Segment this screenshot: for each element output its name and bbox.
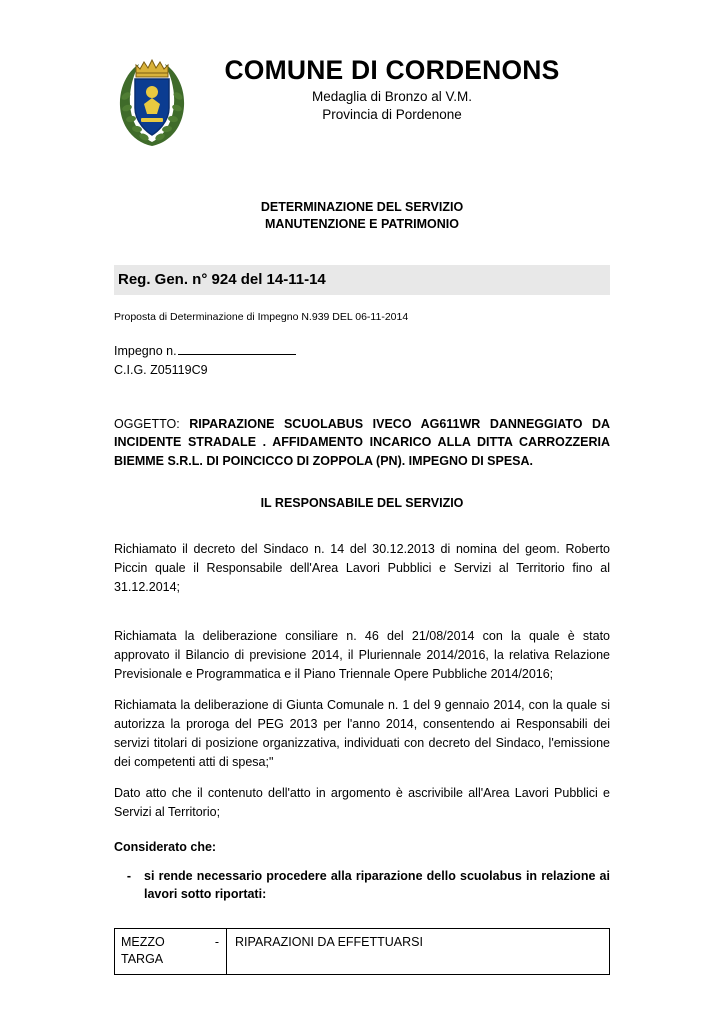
impegno-block xyxy=(114,342,610,378)
registration-number-bar: Reg. Gen. n° 924 del 14-11-14 xyxy=(114,265,610,295)
paragraph-dato-atto: Dato atto che il contenuto dell'atto in argomento è ascrivibile all'Area Lavori Pubblici e Servizi al Territorio; xyxy=(114,785,610,819)
cig-line: C.I.G. Z05119C9 xyxy=(114,362,208,377)
table-cell-vehicle-dash: - xyxy=(214,935,219,950)
paragraph-deliberazione-giunta: Richiamata la deliberazione di Giunta Comunale n. 1 del 9 gennaio 2014, con la quale si autorizza la proroga del PEG 2013 per l'anno 2014, consentendo ai Responsabili dei servizi titolari di posizione organizzativa, individuati con decreto del Sindaco, l'emissione dei competenti atti di spesa;" xyxy=(114,697,610,769)
proposal-line: Proposta di Determinazione di Impegno N.939 DEL 06-11-2014 xyxy=(114,310,409,323)
table-cell-vehicle-line2: TARGA xyxy=(121,952,164,967)
responsabile-heading: IL RESPONSABILE DEL SERVIZIO xyxy=(260,495,464,510)
bullet-dash-icon: - xyxy=(126,868,132,883)
impegno-line xyxy=(114,342,610,360)
list-item xyxy=(114,867,610,905)
determination-heading xyxy=(114,199,610,233)
determination-heading-line2: MANUTENZIONE E PATRIMONIO xyxy=(265,216,459,231)
table-cell-repairs: RIPARAZIONI DA EFFETTUARSI xyxy=(235,935,423,950)
coat-of-arms-icon xyxy=(113,56,191,148)
header-subtitle-medal: Medaglia di Bronzo al V.M. xyxy=(311,88,473,104)
impegno-label: Impegno n. xyxy=(114,344,177,359)
oggetto-text: RIPARAZIONE SCUOLABUS IVECO AG611WR DANNEGGIATO DA INCIDENTE STRADALE . AFFIDAMENTO INCARICO ALLA DITTA CARROZZERIA BIEMME S.R.L. DI POINCICCO DI ZOPPOLA (PN). IMPEGNO DI SPESA. xyxy=(114,416,610,469)
table-cell-vehicle-line1: MEZZO xyxy=(121,935,165,950)
document-header xyxy=(114,0,610,125)
oggetto-block xyxy=(114,415,610,471)
table-cell-vehicle xyxy=(115,929,227,974)
page-title: COMUNE DI CORDENONS xyxy=(224,55,560,85)
paragraph-decreto-sindaco: Richiamato il decreto del Sindaco n. 14 del 30.12.2013 di nomina del geom. Roberto Piccin quale il Responsabile dell'Area Lavori Pubblici e Servizi al Territorio fino al 31.12.2014; xyxy=(114,541,610,594)
paragraph-deliberazione-consiliare: Richiamata la deliberazione consiliare n. 46 del 21/08/2014 con la quale è stato approvato il Bilancio di previsione 2014, il Pluriennale 2014/2016, la relativa Relazione Previsionale e Programmatica e il Piano Triennale Opere Pubbliche 2014/2016; xyxy=(114,628,610,681)
repairs-table xyxy=(114,928,610,975)
oggetto-label: OGGETTO: xyxy=(114,416,190,431)
considerato-heading: Considerato che: xyxy=(114,839,217,854)
list-item-text: si rende necessario procedere alla riparazione dello scuolabus in relazione ai lavori sotto riportati: xyxy=(144,868,610,902)
determination-heading-line1: DETERMINAZIONE DEL SERVIZIO xyxy=(260,200,464,214)
header-subtitle-province: Provincia di Pordenone xyxy=(322,106,462,122)
impegno-blank-field[interactable] xyxy=(178,343,296,355)
